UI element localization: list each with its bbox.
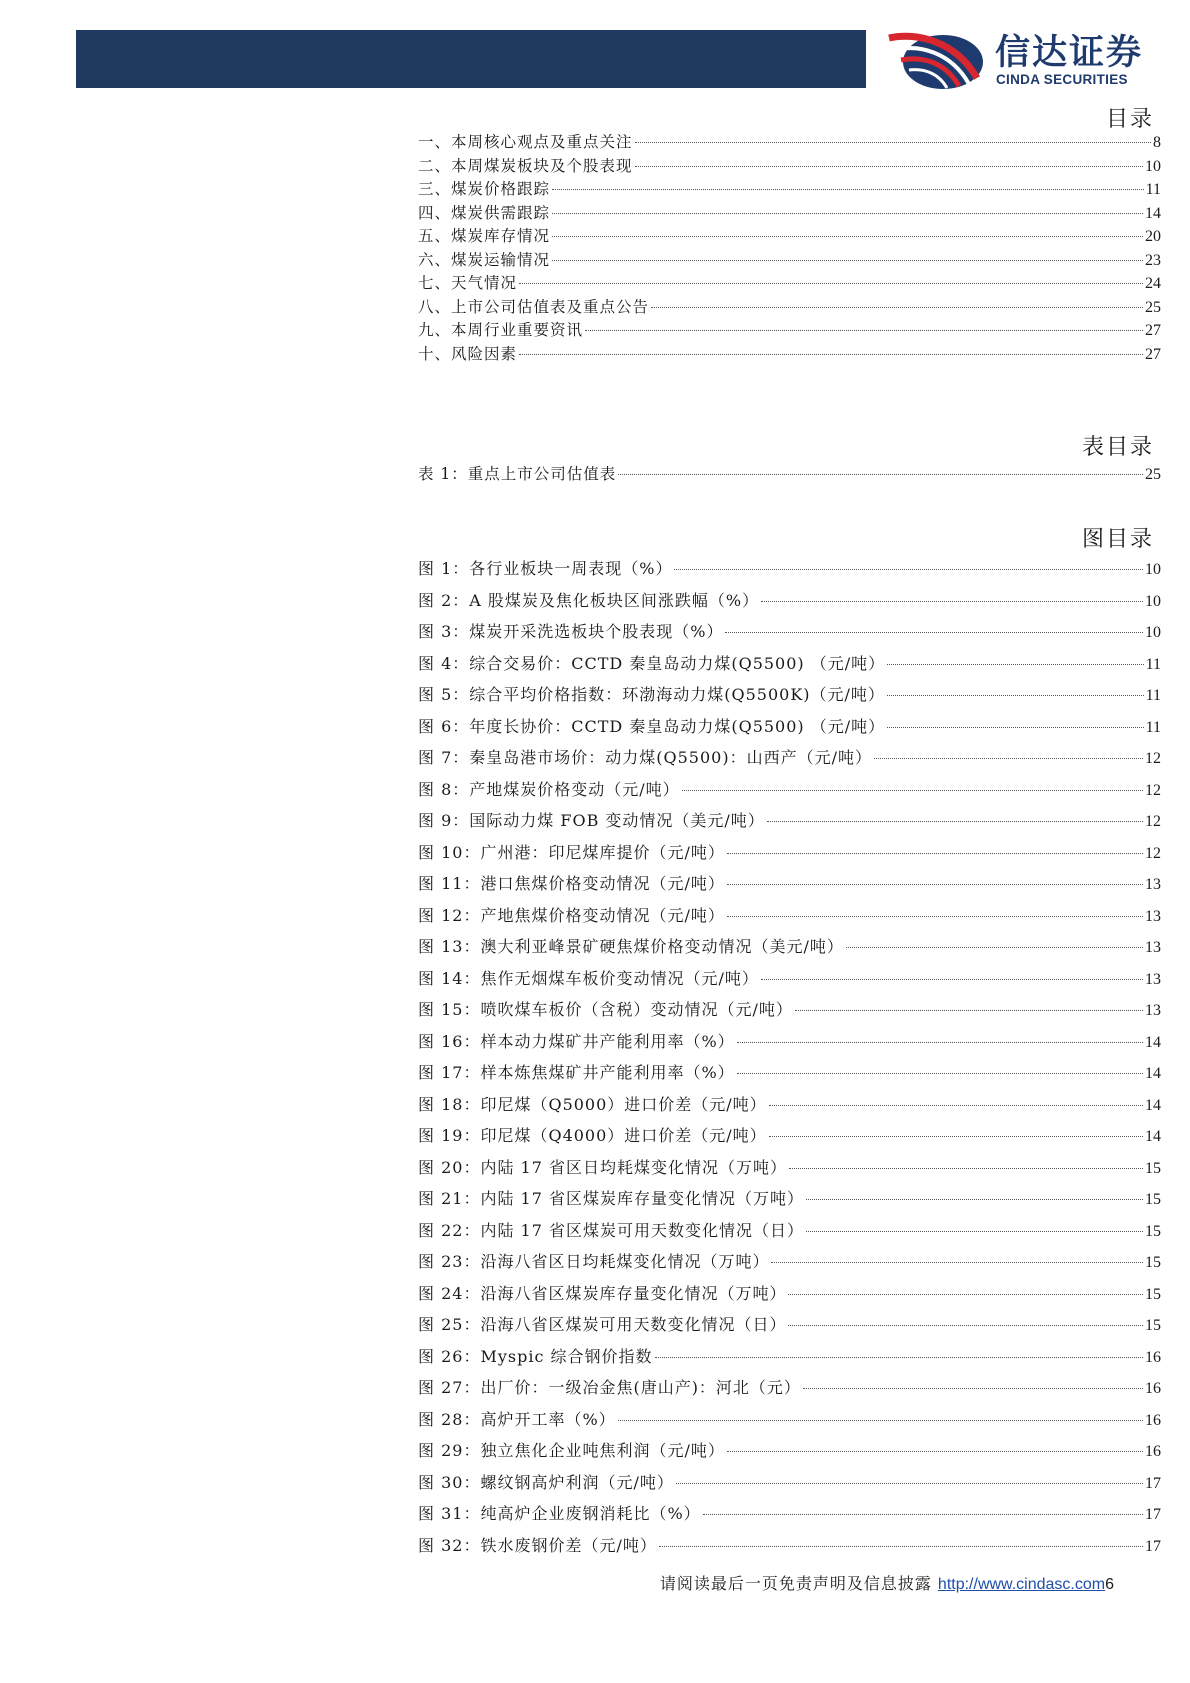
dot-leader: [651, 307, 1143, 308]
dot-leader: [655, 1357, 1144, 1358]
contents-entry[interactable]: [418, 272, 1161, 296]
contents-entry[interactable]: [418, 155, 1161, 179]
figure-entry[interactable]: [418, 1309, 1161, 1341]
contents-entry[interactable]: [418, 202, 1161, 226]
toc-entry-label[interactable]: 四、煤炭供需跟踪: [418, 203, 551, 222]
toc-entry-label[interactable]: 图 13：澳大利亚峰景矿硬焦煤价格变动情况（美元/吨）: [418, 937, 844, 956]
dot-leader: [635, 142, 1151, 143]
toc-entry-label[interactable]: 图 31：纯高炉企业废钢消耗比（%）: [418, 1504, 701, 1523]
toc-entry-label[interactable]: 图 5：综合平均价格指数：环渤海动力煤(Q5500K)（元/吨）: [418, 685, 885, 704]
contents-entry[interactable]: [418, 225, 1161, 249]
toc-entry-label[interactable]: 图 10：广州港：印尼煤库提价（元/吨）: [418, 842, 725, 862]
figure-entry[interactable]: [418, 1246, 1161, 1278]
figures-list: [418, 553, 1161, 1561]
figure-entry[interactable]: [418, 1120, 1161, 1152]
figure-entry[interactable]: [418, 1341, 1161, 1373]
figure-entry[interactable]: [418, 868, 1161, 900]
dot-leader: [552, 189, 1144, 190]
tables-list: [418, 463, 1161, 487]
disclaimer-text: 请阅读最后一页免责声明及信息披露: [659, 1574, 932, 1593]
toc-entry-page[interactable]: 13: [1145, 876, 1161, 893]
toc-entry-page[interactable]: 15: [1145, 1254, 1161, 1271]
toc-entry-label[interactable]: 图 14：焦作无烟煤车板价变动情况（元/吨）: [418, 968, 759, 988]
dot-leader: [769, 1136, 1143, 1137]
dot-leader: [767, 821, 1143, 822]
toc-entry-page[interactable]: 11: [1145, 718, 1161, 736]
toc-entry-page[interactable]: 17: [1145, 1506, 1161, 1523]
toc-entry-page[interactable]: 27: [1145, 345, 1161, 363]
toc-entry-page[interactable]: 14: [1145, 204, 1161, 222]
dot-leader: [676, 1483, 1143, 1484]
toc-entry-label[interactable]: 图 28：高炉开工率（%）: [418, 1409, 616, 1429]
toc-entry-label[interactable]: 图 23：沿海八省区日均耗煤变化情况（万吨）: [418, 1252, 770, 1271]
dot-leader: [874, 758, 1143, 759]
toc-entry-page[interactable]: 15: [1145, 1191, 1161, 1208]
dot-leader: [788, 1325, 1143, 1326]
toc-entry-label[interactable]: 图 32：铁水废钢价差（元/吨）: [418, 1535, 657, 1555]
figure-entry[interactable]: [418, 900, 1161, 932]
dot-leader: [846, 947, 1143, 948]
figure-entry[interactable]: [418, 585, 1161, 617]
toc-entry-label[interactable]: 七、天气情况: [418, 274, 518, 292]
toc-entry-page[interactable]: 8: [1153, 134, 1161, 151]
cinda-swoosh-icon: [885, 28, 990, 92]
dot-leader: [585, 330, 1143, 331]
toc-entry-label[interactable]: 三、煤炭价格跟踪: [418, 180, 551, 198]
toc-entry-page[interactable]: 25: [1145, 466, 1161, 483]
toc-entry-label[interactable]: 图 25：沿海八省区煤炭可用天数变化情况（日）: [418, 1315, 787, 1334]
dot-leader: [552, 213, 1143, 214]
tables-title: 表目录: [1081, 435, 1154, 460]
header-bar: [76, 30, 866, 88]
figure-entry[interactable]: [418, 1404, 1161, 1436]
toc-entry-label[interactable]: 图 29：独立焦化企业吨焦利润（元/吨）: [418, 1441, 725, 1460]
toc-entry-page[interactable]: 10: [1145, 592, 1161, 610]
figure-entry[interactable]: [418, 1435, 1161, 1467]
figure-entry[interactable]: [418, 1372, 1161, 1404]
figure-entry[interactable]: [418, 805, 1161, 837]
dot-leader: [727, 853, 1143, 854]
dot-leader: [737, 1042, 1143, 1043]
figure-entry[interactable]: [418, 1530, 1161, 1562]
toc-entry-page[interactable]: 14: [1145, 1096, 1161, 1114]
toc-entry-page[interactable]: 13: [1145, 970, 1161, 988]
contents-entry[interactable]: [418, 249, 1161, 273]
figure-entry[interactable]: [418, 994, 1161, 1026]
toc-entry-label[interactable]: 图 2：A 股煤炭及焦化板块区间涨跌幅（%）: [418, 590, 760, 610]
toc-entry-page[interactable]: 10: [1145, 157, 1161, 175]
toc-entry-page[interactable]: 12: [1145, 750, 1161, 767]
dot-leader: [703, 1514, 1143, 1515]
toc-entry-label[interactable]: 图 26：Myspic 综合钢价指数: [418, 1346, 653, 1366]
figure-entry[interactable]: [418, 742, 1161, 774]
dot-leader: [519, 354, 1143, 355]
toc-entry-label[interactable]: 一、本周核心观点及重点关注: [418, 133, 633, 151]
toc-entry-page[interactable]: 11: [1145, 687, 1161, 704]
toc-entry-page[interactable]: 13: [1145, 1002, 1161, 1019]
toc-entry-label[interactable]: 图 24：沿海八省区煤炭库存量变化情况（万吨）: [418, 1283, 787, 1303]
table-entry[interactable]: [418, 463, 1161, 487]
cinda-logo: [885, 28, 1175, 92]
toc-entry-label[interactable]: 图 11：港口焦煤价格变动情况（元/吨）: [418, 874, 725, 893]
dot-leader: [519, 283, 1143, 284]
toc-entry-label[interactable]: 图 3：煤炭开采洗选板块个股表现（%）: [418, 622, 724, 641]
figure-entry[interactable]: [418, 931, 1161, 963]
dot-leader: [761, 601, 1143, 602]
contents-title: 目录: [1105, 107, 1154, 132]
toc-entry-label[interactable]: 图 21：内陆 17 省区煤炭库存量变化情况（万吨）: [418, 1189, 804, 1208]
dot-leader: [674, 569, 1143, 570]
figure-entry[interactable]: [418, 711, 1161, 743]
figure-entry[interactable]: [418, 1057, 1161, 1089]
toc-entry-label[interactable]: 图 4：综合交易价：CCTD 秦皇岛动力煤(Q5500) （元/吨）: [418, 653, 886, 673]
toc-entry-page[interactable]: 17: [1145, 1537, 1161, 1555]
figure-entry[interactable]: [418, 1026, 1161, 1058]
toc-entry-label[interactable]: 表 1：重点上市公司估值表: [418, 465, 617, 483]
toc-entry-label[interactable]: 图 1：各行业板块一周表现（%）: [418, 559, 673, 578]
toc-entry-label[interactable]: 十、风险因素: [418, 344, 518, 363]
toc-entry-page[interactable]: 27: [1145, 322, 1161, 339]
figure-entry[interactable]: [418, 963, 1161, 995]
page-footer: [660, 1571, 1114, 1594]
figure-entry[interactable]: [418, 616, 1161, 648]
toc-entry-page[interactable]: 15: [1145, 1222, 1161, 1240]
toc-entry-label[interactable]: 图 12：产地焦煤价格变动情况（元/吨）: [418, 905, 725, 925]
toc-entry-page[interactable]: 16: [1145, 1380, 1161, 1397]
toc-entry-page[interactable]: 13: [1145, 939, 1161, 956]
toc-entry-page[interactable]: 16: [1145, 1348, 1161, 1366]
figure-entry[interactable]: [418, 774, 1161, 806]
toc-entry-page[interactable]: 16: [1145, 1411, 1161, 1429]
dot-leader: [887, 727, 1143, 728]
dot-leader: [789, 1168, 1143, 1169]
dot-leader: [887, 664, 1143, 665]
toc-entry-page[interactable]: 12: [1145, 781, 1161, 799]
toc-entry-label[interactable]: 图 7：秦皇岛港市场价：动力煤(Q5500)：山西产（元/吨）: [418, 748, 872, 767]
toc-entry-label[interactable]: 八、上市公司估值表及重点公告: [418, 297, 650, 316]
contents-entry[interactable]: [418, 296, 1161, 320]
toc-entry-page[interactable]: 23: [1145, 251, 1161, 269]
dot-leader: [769, 1105, 1143, 1106]
dot-leader: [761, 979, 1143, 980]
toc-entry-page[interactable]: 24: [1145, 275, 1161, 292]
website-link[interactable]: http://www.cindasc.com: [937, 1576, 1106, 1593]
toc-entry-label[interactable]: 图 15：喷吹煤车板价（含税）变动情况（元/吨）: [418, 1000, 793, 1019]
figure-entry[interactable]: [418, 837, 1161, 869]
dot-leader: [806, 1199, 1143, 1200]
toc-entry-page[interactable]: 16: [1145, 1443, 1161, 1460]
dot-leader: [552, 260, 1143, 261]
toc-entry-page[interactable]: 13: [1145, 907, 1161, 925]
logo-text-cn: 信达证券: [995, 33, 1144, 73]
dot-leader: [727, 916, 1143, 917]
toc-entry-page[interactable]: 14: [1145, 1065, 1161, 1082]
toc-entry-label[interactable]: 二、本周煤炭板块及个股表现: [418, 156, 633, 175]
toc-entry-label[interactable]: 图 16：样本动力煤矿井产能利用率（%）: [418, 1031, 735, 1051]
dot-leader: [806, 1231, 1143, 1232]
toc-entry-label[interactable]: 图 30：螺纹钢高炉利润（元/吨）: [418, 1472, 674, 1492]
toc-entry-page[interactable]: 15: [1145, 1317, 1161, 1334]
dot-leader: [725, 632, 1143, 633]
dot-leader: [727, 884, 1143, 885]
contents-list: [418, 131, 1161, 366]
contents-entry[interactable]: [418, 319, 1161, 343]
figure-entry[interactable]: [418, 553, 1161, 585]
dot-leader: [618, 1420, 1143, 1421]
dot-leader: [771, 1262, 1143, 1263]
toc-entry-page[interactable]: 15: [1145, 1285, 1161, 1303]
figure-entry[interactable]: [418, 1498, 1161, 1530]
dot-leader: [803, 1388, 1143, 1389]
dot-leader: [887, 695, 1144, 696]
dot-leader: [659, 1546, 1143, 1547]
toc-entry-page[interactable]: 10: [1145, 561, 1161, 578]
dot-leader: [635, 166, 1143, 167]
toc-entry-label[interactable]: 九、本周行业重要资讯: [418, 321, 584, 339]
figure-entry[interactable]: [418, 1152, 1161, 1184]
toc-entry-page[interactable]: 12: [1145, 813, 1161, 830]
logo-text-en: CINDA SECURITIES: [996, 72, 1128, 87]
dot-leader: [788, 1294, 1143, 1295]
toc-entry-page[interactable]: 14: [1145, 1128, 1161, 1145]
page-number: 6: [1105, 1576, 1114, 1593]
toc-entry-label[interactable]: 图 27：出厂价：一级冶金焦(唐山产)：河北（元）: [418, 1378, 801, 1397]
contents-entry[interactable]: [418, 131, 1161, 155]
dot-leader: [727, 1451, 1143, 1452]
figure-entry[interactable]: [418, 1278, 1161, 1310]
figure-entry[interactable]: [418, 648, 1161, 680]
figures-title: 图目录: [1081, 527, 1154, 552]
toc-entry-page[interactable]: 11: [1145, 655, 1161, 673]
figure-entry[interactable]: [418, 1467, 1161, 1499]
toc-entry-page[interactable]: 15: [1145, 1159, 1161, 1177]
toc-entry-label[interactable]: 图 20：内陆 17 省区日均耗煤变化情况（万吨）: [418, 1157, 787, 1177]
toc-entry-page[interactable]: 12: [1145, 844, 1161, 862]
toc-entry-label[interactable]: 图 19：印尼煤（Q4000）进口价差（元/吨）: [418, 1126, 767, 1145]
toc-entry-page[interactable]: 20: [1145, 228, 1161, 245]
toc-entry-page[interactable]: 17: [1145, 1474, 1161, 1492]
toc-entry-page[interactable]: 11: [1145, 181, 1161, 198]
dot-leader: [552, 236, 1143, 237]
figure-entry[interactable]: [418, 1089, 1161, 1121]
dot-leader: [618, 474, 1143, 475]
dot-leader: [795, 1010, 1143, 1011]
figure-entry[interactable]: [418, 1183, 1161, 1215]
contents-entry[interactable]: [418, 343, 1161, 367]
figure-entry[interactable]: [418, 1215, 1161, 1247]
toc-entry-label[interactable]: 图 6：年度长协价：CCTD 秦皇岛动力煤(Q5500) （元/吨）: [418, 716, 886, 736]
toc-entry-label[interactable]: 图 22：内陆 17 省区煤炭可用天数变化情况（日）: [418, 1220, 804, 1240]
toc-entry-label[interactable]: 图 18：印尼煤（Q5000）进口价差（元/吨）: [418, 1094, 767, 1114]
toc-entry-page[interactable]: 10: [1145, 624, 1161, 641]
toc-entry-label[interactable]: 图 17：样本炼焦煤矿井产能利用率（%）: [418, 1063, 735, 1082]
toc-entry-label[interactable]: 六、煤炭运输情况: [418, 250, 551, 269]
figure-entry[interactable]: [418, 679, 1161, 711]
toc-entry-label[interactable]: 五、煤炭库存情况: [418, 227, 551, 245]
dot-leader: [682, 790, 1143, 791]
toc-entry-page[interactable]: 25: [1145, 298, 1161, 316]
contents-entry[interactable]: [418, 178, 1161, 202]
toc-entry-label[interactable]: 图 9：国际动力煤 FOB 变动情况（美元/吨）: [418, 811, 765, 830]
toc-entry-label[interactable]: 图 8：产地煤炭价格变动（元/吨）: [418, 779, 680, 799]
toc-entry-page[interactable]: 14: [1145, 1033, 1161, 1051]
dot-leader: [737, 1073, 1143, 1074]
